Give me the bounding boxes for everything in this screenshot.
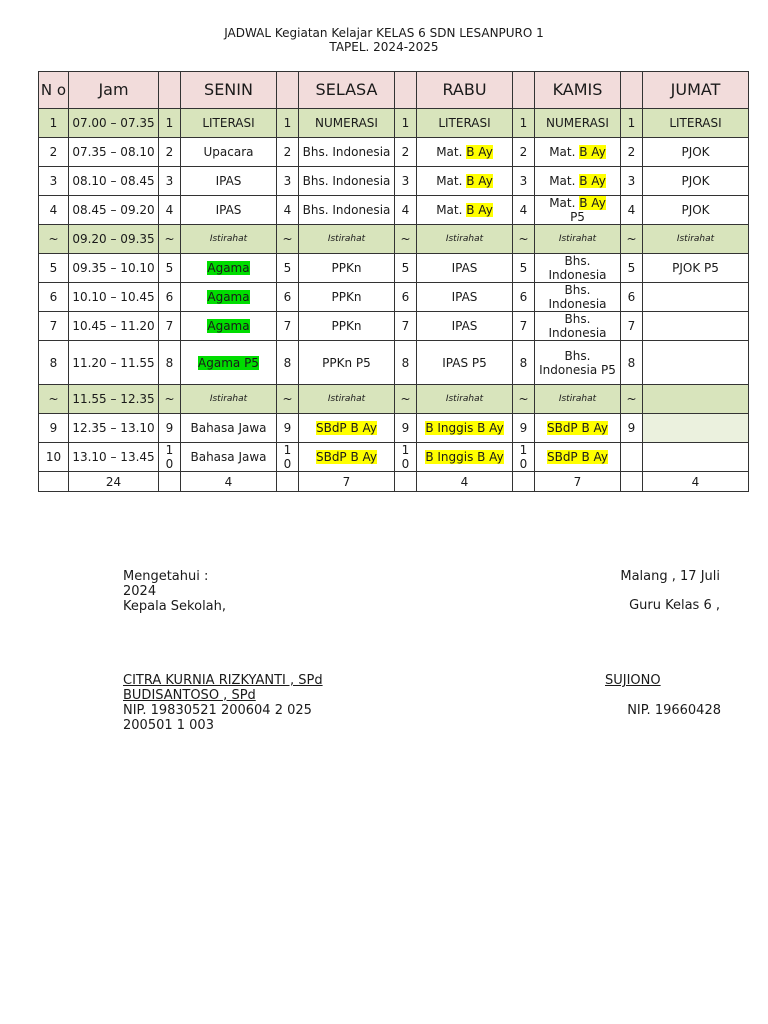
table-row: 3 08.10 – 08.45 3 IPAS 3 Bhs. Indonesia 3 Mat. B Ay 3 Mat. B Ay 3 PJOK xyxy=(39,167,749,196)
signature-right-names xyxy=(605,673,661,688)
document-title xyxy=(0,26,768,54)
total-jam: 24 xyxy=(69,472,159,492)
table-row: 7 10.45 – 11.20 7 Agama 7 PPKn 7 IPAS 7 Bhs. Indonesia 7 xyxy=(39,312,749,341)
table-row: 4 08.45 – 09.20 4 IPAS 4 Bhs. Indonesia 4 Mat. B Ay 4 Mat. B Ay P5 4 PJOK xyxy=(39,196,749,225)
signature-right-header: Malang , 17 Juli Guru Kelas 6 , xyxy=(620,569,720,613)
header-selasa: SELASA xyxy=(299,72,395,109)
header-jam: Jam xyxy=(69,72,159,109)
header-no: N o xyxy=(39,72,69,109)
signature-left-header: Mengetahui : 2024 Kepala Sekolah, xyxy=(123,569,227,614)
table-row: 1 07.00 – 07.35 1 LITERASI 1 NUMERASI 1 LITERASI 1 NUMERASI 1 LITERASI xyxy=(39,109,749,138)
header-senin: SENIN xyxy=(181,72,277,109)
table-row-break: ~ 09.20 – 09.35 ~ Istirahat ~ Istirahat ~ Istirahat ~ Istirahat ~ Istirahat xyxy=(39,225,749,254)
total-kamis: 7 xyxy=(535,472,621,492)
principal-nip: NIP. 19830521 200604 2 025 xyxy=(123,703,312,718)
signature-left-names: CITRA KURNIA RIZKYANTI , SPd BUDISANTOSO , SPd NIP. 19830521 200604 2 025 200501 1 003 xyxy=(123,673,323,733)
total-jumat: 4 xyxy=(643,472,749,492)
teacher-name: SUJIONO xyxy=(605,673,661,688)
schedule-table xyxy=(38,71,749,492)
table-row: 10 13.10 – 13.45 1 0 Bahasa Jawa 1 0 SBdP B Ay 1 0 B Inggis B Ay 1 0 SBdP B Ay xyxy=(39,443,749,472)
total-senin: 4 xyxy=(181,472,277,492)
table-row: 2 07.35 – 08.10 2 Upacara 2 Bhs. Indonesia 2 Mat. B Ay 2 Mat. B Ay 2 PJOK xyxy=(39,138,749,167)
table-row: 5 09.35 – 10.10 5 Agama 5 PPKn 5 IPAS 5 Bhs. Indonesia 5 PJOK P5 xyxy=(39,254,749,283)
header-kamis: KAMIS xyxy=(535,72,621,109)
title-line-2: TAPEL. 2024-2025 xyxy=(329,40,439,54)
table-row: 6 10.10 – 10.45 6 Agama 6 PPKn 6 IPAS 6 Bhs. Indonesia 6 xyxy=(39,283,749,312)
total-selasa: 7 xyxy=(299,472,395,492)
header-jumat: JUMAT xyxy=(643,72,749,109)
totals-row xyxy=(39,472,749,492)
teacher-nip: NIP. 19660428 xyxy=(627,703,721,718)
header-rabu: RABU xyxy=(417,72,513,109)
table-row: 9 12.35 – 13.10 9 Bahasa Jawa 9 SBdP B Ay 9 B Inggis B Ay 9 SBdP B Ay 9 xyxy=(39,414,749,443)
total-rabu: 4 xyxy=(417,472,513,492)
table-row-break: ~ 11.55 – 12.35 ~ Istirahat ~ Istirahat ~ Istirahat ~ Istirahat ~ xyxy=(39,385,749,414)
table-row: 8 11.20 – 11.55 8 Agama P5 8 PPKn P5 8 IPAS P5 8 Bhs. Indonesia P5 8 xyxy=(39,341,749,385)
principal-name: CITRA KURNIA RIZKYANTI , SPd xyxy=(123,673,323,688)
header-row xyxy=(39,72,749,109)
title-line-1: JADWAL Kegiatan Kelajar KELAS 6 SDN LESANPURO 1 xyxy=(224,26,544,40)
